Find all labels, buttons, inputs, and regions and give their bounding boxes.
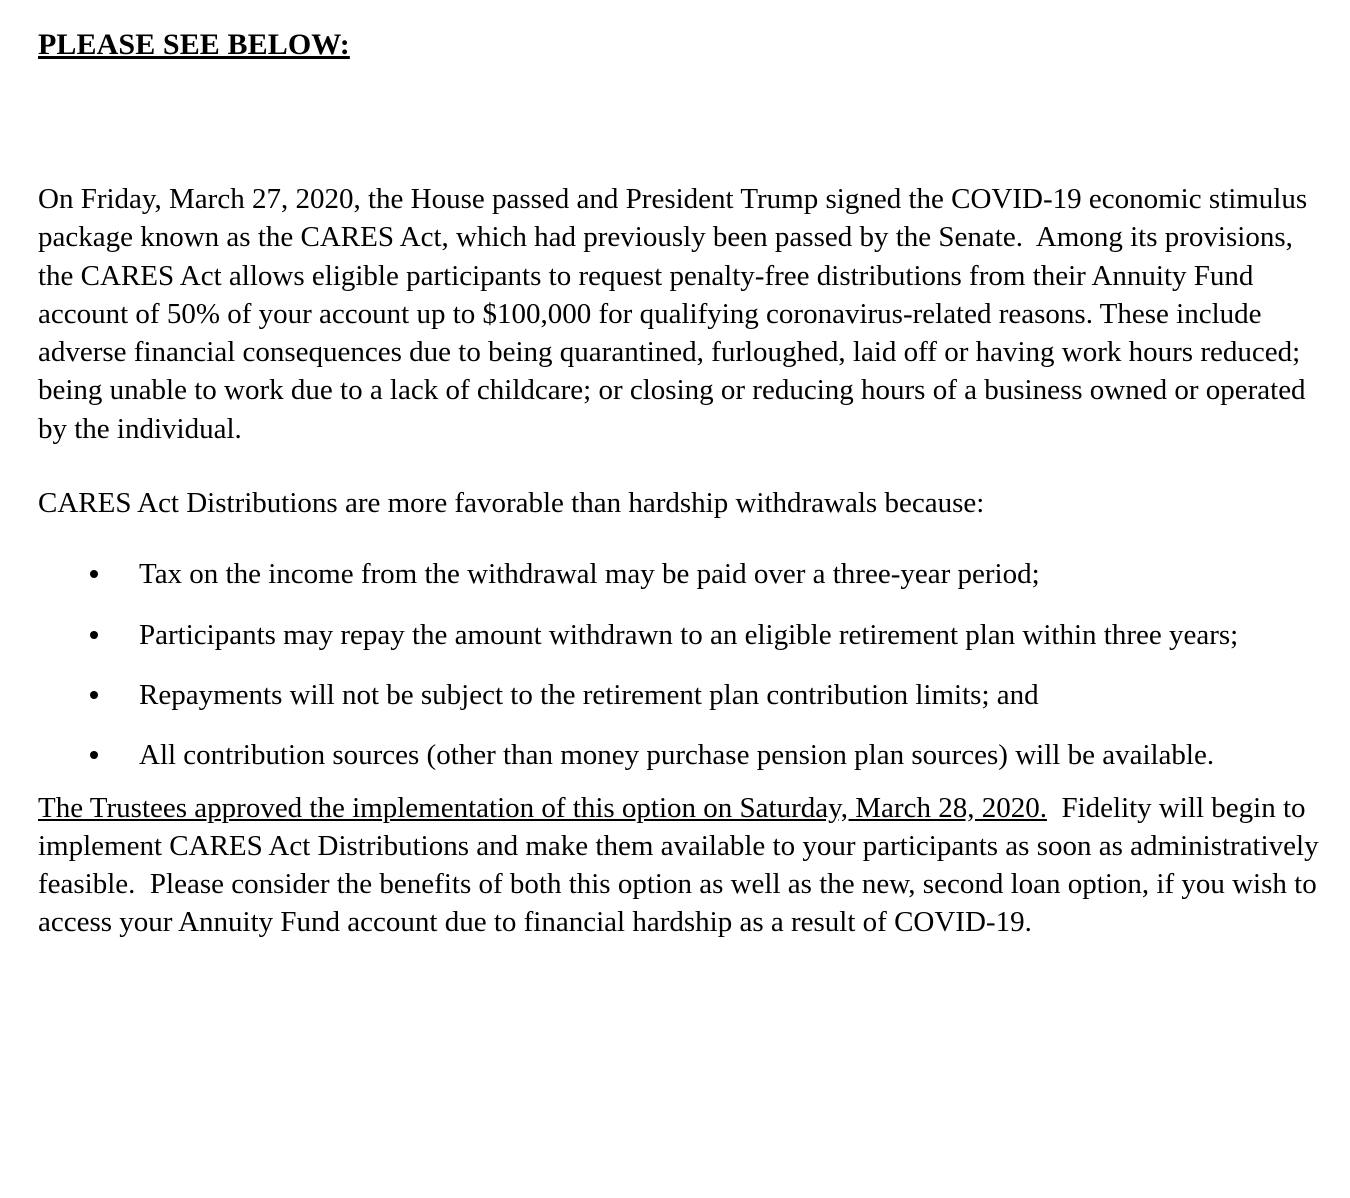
cares-act-intro-paragraph: On Friday, March 27, 2020, the House passed and President Trump signed the COVID-19 economic stimulus package known as the CARES Act, which had previously been passed by the Senate. Among its provisions, the CARES Act allows eligible participants to request penalty-free distributions from their Annuity Fund account of 50% of your account up to $100,000 for qualifying coronavirus-related reasons. These include adverse financial consequences due to being quarantined, furloughed, laid off or having work hours reduced; being unable to work due to a lack of childcare; or closing or reducing hours of a business owned or operated by the individual. [38,183,1315,445]
fidelity-implementation-text: Fidelity will begin to implement CARES Act Distributions and make them available to your participants as soon as administratively feasible. Please consider the benefits of both this option as well as the new, second loan option, if you wish to access your Annuity Fund account due to financial hardship as a result of COVID-19. [38,791,1326,939]
benefits-lead-paragraph: CARES Act Distributions are more favorable than hardship withdrawals because: [38,487,985,520]
bullet-icon [90,631,98,639]
bullet-icon [90,691,98,699]
list-item-text: Participants may repay the amount withdrawn to an eligible retirement plan within three years; [139,618,1239,651]
list-item [38,676,1328,714]
list-item [38,616,1328,654]
bullet-icon [90,751,98,759]
document-heading: PLEASE SEE BELOW: [38,28,350,61]
list-item [38,555,1328,593]
list-item [38,736,1328,774]
trustees-approval-paragraph [38,789,1328,942]
document-page [38,26,1328,942]
bullet-icon [90,570,98,578]
list-item-text: Repayments will not be subject to the retirement plan contribution limits; and [139,678,1039,711]
benefits-list [38,555,1328,774]
trustees-approval-statement: The Trustees approved the implementation of this option on Saturday, March 28, 2020. [38,791,1047,824]
list-item-text: Tax on the income from the withdrawal may be paid over a three-year period; [139,558,1040,591]
list-item-text: All contribution sources (other than money purchase pension plan sources) will be available. [139,739,1215,772]
